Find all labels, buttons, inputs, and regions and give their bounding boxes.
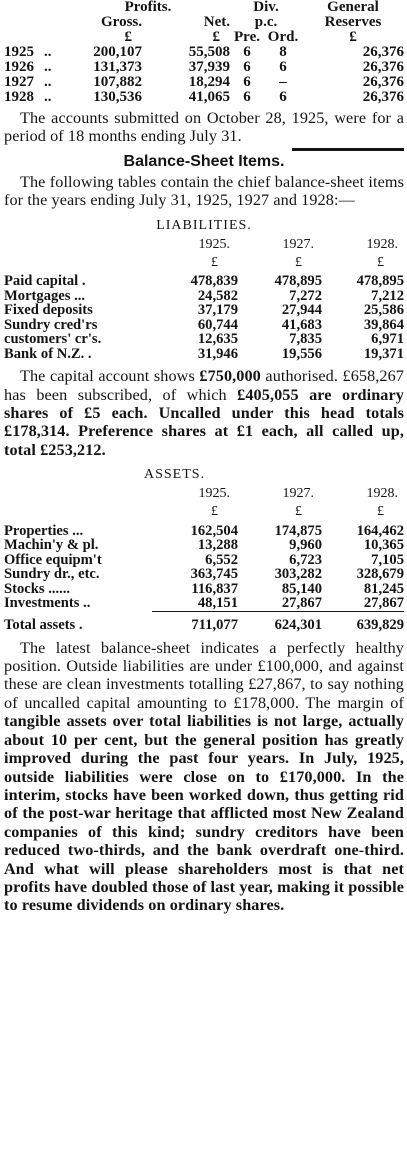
table-row (4, 524, 404, 539)
gross-header-label: Gross. (101, 14, 142, 30)
currency-symbol: £ (211, 504, 218, 520)
year-header: 1927. (282, 486, 314, 502)
table-row (4, 332, 404, 347)
ord-cell: 8 (279, 44, 287, 60)
row-label: Total assets . (4, 617, 83, 634)
intro-paragraph: The following tables contain the chief balance-sheet items for the years ending July 31, 1925, 1927 and 1928:— (4, 172, 404, 210)
table-row (4, 75, 404, 90)
ord-cell: 6 (279, 89, 287, 105)
general-header-label: General (327, 0, 379, 15)
row-label: Office equipm't (4, 551, 102, 568)
value-cell: 85,140 (281, 580, 322, 597)
row-label: Investments .. (4, 595, 91, 612)
pc-header-label: p.c. (254, 14, 278, 30)
pre-cell: 6 (243, 74, 251, 90)
capital-text-bold: £405,055 are ordinary shares of £5 each. Uncalled under this head totals £178,314. Preference shares at £1 each, all called up, total £253,212. (4, 385, 404, 459)
net-currency: £ (212, 29, 220, 45)
value-cell: 41,683 (281, 316, 322, 333)
total-value-cell: 711,077 (191, 617, 238, 634)
reserves-cell: 26,376 (362, 74, 404, 90)
value-cell: 478,895 (356, 273, 404, 290)
value-cell: 10,365 (363, 537, 404, 554)
profits-header-label: Profits. (124, 0, 172, 15)
net-cell: 18,294 (188, 74, 230, 90)
value-cell: 24,582 (197, 287, 238, 304)
year-cell: 1928 (4, 89, 34, 105)
value-cell: 6,552 (205, 551, 238, 568)
value-cell: 19,556 (281, 345, 322, 362)
row-label: Stocks ...... (4, 580, 71, 597)
value-cell: 174,875 (274, 522, 322, 539)
leader-dots: .. (44, 44, 52, 60)
gross-cell: 107,882 (93, 74, 142, 90)
years-row (4, 238, 404, 253)
leader-dots: .. (44, 59, 52, 75)
year-header: 1927. (282, 236, 314, 252)
value-cell: 6,723 (289, 551, 322, 568)
row-label: Sundry dr., etc. (4, 566, 100, 583)
year-cell: 1926 (4, 59, 34, 75)
analysis-text: The latest balance-sheet indicates a perfectly healthy position. Outside liabilities are under £100,000, and against these are clean investments totalling £27,867, to say nothing of uncalled capital amounting to £178,000. The margin of (4, 638, 404, 712)
gross-cell: 200,107 (93, 44, 142, 60)
capital-text: The capital account shows (20, 367, 200, 386)
year-header: 1928. (366, 486, 398, 502)
currency-row (4, 252, 404, 274)
value-cell: 39,864 (363, 316, 404, 333)
value-cell: 25,586 (363, 302, 404, 319)
capital-amount: £750,000 (199, 367, 261, 386)
table-row (4, 553, 404, 568)
total-row (4, 618, 404, 633)
value-cell: 162,504 (190, 522, 238, 539)
value-cell: 60,744 (197, 316, 238, 333)
analysis-paragraph (4, 639, 404, 915)
year-header: 1925. (198, 486, 230, 502)
pre-cell: 6 (243, 44, 251, 60)
profits-header-bot (4, 30, 404, 45)
ord-header-label: Ord. (267, 29, 299, 45)
value-cell: 478,895 (274, 273, 322, 290)
leader-dots: .. (44, 89, 52, 105)
value-cell: 164,462 (356, 522, 404, 539)
currency-symbol: £ (377, 254, 384, 270)
years-row (4, 487, 404, 502)
analysis-text-bold: tangible assets over total liabilities is not large, actually about 10 per cent, but the general position has greatly improved during the past four years. In July, 1925, outside liabilities were close on to £170,000. In the interim, stocks have been worked down, thus getting rid of the post-war heritage that afflicted most New Zealand companies of this kind; sundry creditors have been reduced two-thirds, and the bank overdraft one-third. And what will please shareholders most is that net profits have doubled those of last year, making it possible to resume dividends on ordinary shares. (4, 712, 404, 915)
table-row (4, 582, 404, 597)
capital-text: authorised. £658,267 has been subscribed, of which (4, 367, 404, 404)
value-cell: 19,371 (363, 345, 404, 362)
ord-cell: 6 (279, 59, 287, 75)
table-row (4, 538, 404, 553)
row-label: Bank of N.Z. . (4, 345, 92, 362)
table-row (4, 303, 404, 318)
row-label: Mortgages ... (4, 287, 86, 304)
capital-paragraph (4, 367, 404, 459)
currency-symbol: £ (211, 254, 218, 270)
section-divider (292, 148, 404, 151)
value-cell: 31,946 (197, 345, 238, 362)
row-label: Machin'y & pl. (4, 537, 99, 554)
currency-symbol: £ (295, 254, 302, 270)
pre-cell: 6 (243, 89, 251, 105)
table-row (4, 60, 404, 75)
value-cell: 9,960 (289, 537, 322, 554)
ord-cell: – (279, 74, 287, 90)
total-value-cell: 639,829 (356, 617, 404, 634)
row-label: Sundry cred'rs (4, 316, 98, 333)
leader-dots: .. (44, 74, 52, 90)
year-header: 1928. (366, 236, 398, 252)
currency-row (4, 502, 404, 524)
accounts-paragraph: The accounts submitted on October 28, 1925, were for a period of 18 months ending July 31. (4, 109, 404, 146)
value-cell: 478,839 (190, 273, 238, 290)
value-cell: 27,867 (363, 595, 404, 612)
gross-cell: 130,536 (93, 89, 142, 105)
reserves-cell: 26,376 (362, 89, 404, 105)
liabilities-title: LIABILITIES. (156, 217, 252, 233)
div-header-label: Div. (253, 0, 279, 15)
table-row (4, 90, 404, 105)
table-row (4, 567, 404, 582)
value-cell: 7,272 (289, 287, 322, 304)
value-cell: 6,971 (371, 331, 404, 348)
assets-title: ASSETS. (144, 467, 206, 483)
profits-table (4, 0, 404, 105)
year-header: 1925. (198, 236, 230, 252)
table-row (4, 45, 404, 60)
row-label: Fixed deposits (4, 302, 93, 319)
table-row (4, 596, 404, 611)
currency-symbol: £ (377, 504, 384, 520)
row-label: Paid capital . (4, 273, 86, 290)
value-cell: 363,745 (190, 566, 238, 583)
table-row (4, 347, 404, 362)
net-cell: 37,939 (188, 59, 230, 75)
reserves-cell: 26,376 (362, 59, 404, 75)
value-cell: 27,944 (281, 302, 322, 319)
pre-cell: 6 (243, 59, 251, 75)
profits-header-mid (4, 15, 404, 30)
reserves-currency: £ (349, 29, 357, 45)
reserves-header-label: Reserves (324, 14, 382, 30)
value-cell: 12,635 (197, 331, 238, 348)
reserves-cell: 26,376 (362, 44, 404, 60)
value-cell: 81,245 (363, 580, 404, 597)
row-label: customers' cr's. (4, 331, 102, 348)
value-cell: 48,151 (197, 595, 238, 612)
table-row (4, 318, 404, 333)
net-cell: 55,508 (188, 44, 230, 60)
gross-currency: £ (124, 29, 132, 45)
liabilities-table (4, 238, 404, 362)
total-value-cell: 624,301 (274, 617, 322, 634)
net-cell: 41,065 (188, 89, 230, 105)
profits-header-top (4, 0, 404, 15)
row-label: Properties ... (4, 522, 84, 539)
value-cell: 37,179 (197, 302, 238, 319)
year-cell: 1927 (4, 74, 34, 90)
pre-header-label: Pre. (234, 29, 260, 45)
assets-table (4, 487, 404, 633)
value-cell: 27,867 (281, 595, 322, 612)
value-cell: 303,282 (274, 566, 322, 583)
value-cell: 7,835 (289, 331, 322, 348)
value-cell: 7,212 (371, 287, 404, 304)
value-cell: 13,288 (197, 537, 238, 554)
currency-symbol: £ (295, 504, 302, 520)
table-row (4, 274, 404, 289)
value-cell: 116,837 (191, 580, 238, 597)
net-header-label: Net. (203, 14, 230, 30)
table-row (4, 289, 404, 304)
gross-cell: 131,373 (93, 59, 142, 75)
value-cell: 7,105 (371, 551, 404, 568)
value-cell: 328,679 (356, 566, 404, 583)
section-heading: Balance-Sheet Items. (123, 152, 285, 170)
year-cell: 1925 (4, 44, 34, 60)
